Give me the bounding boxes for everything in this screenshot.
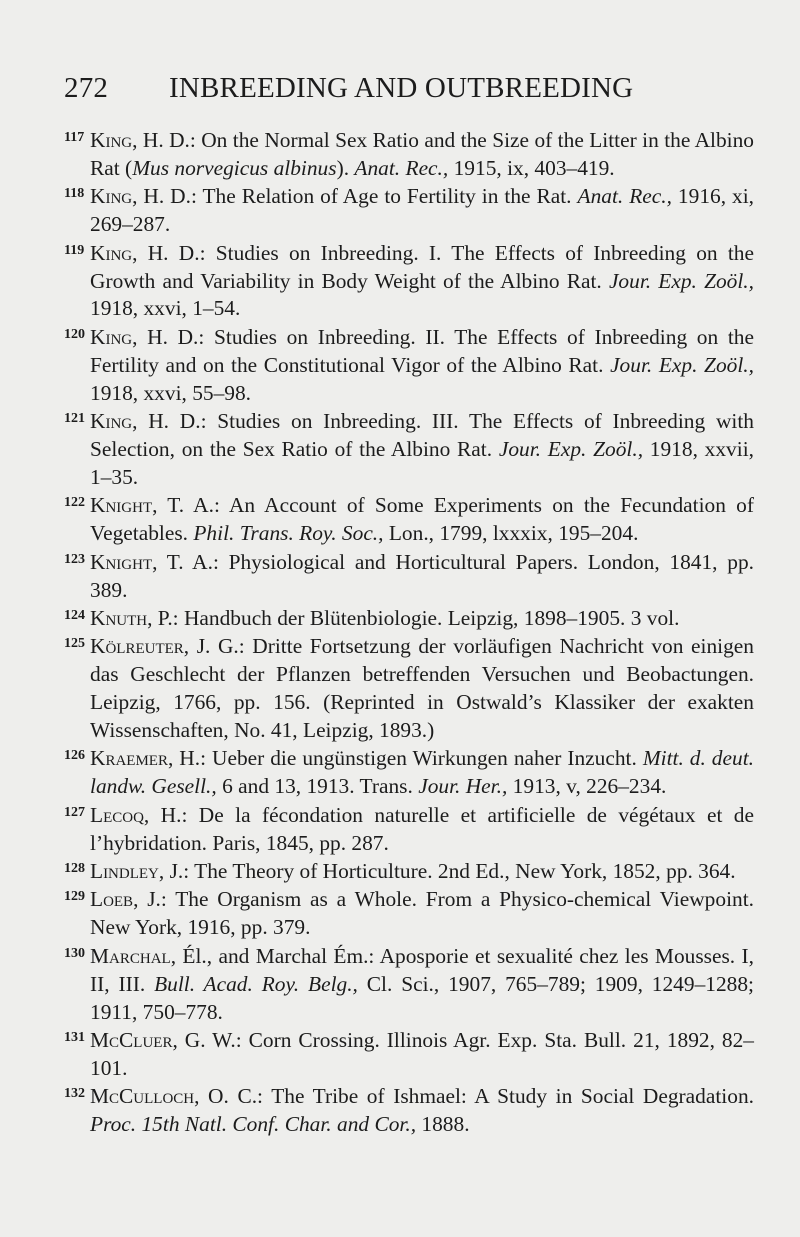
reference-text: , G. W.: Corn Crossing. Illinois Agr. Exp. Sta. Bull. 21, 1892, 82–101. — [90, 1028, 754, 1080]
reference-author: Loeb — [90, 887, 134, 912]
reference-text: , J. G.: Dritte Fortsetzung der vorläufigen Nachricht von einigen das Geschlecht der Pflanzen betreffenden Versuchen und Beobactungen. Leipzig, 1766, pp. 156. (Reprinted in Ostwald’s Klassiker der exakten Wissenschaften, No. 41, Leipzig, 1893.) — [90, 634, 754, 743]
reference-entry — [64, 183, 754, 239]
reference-author: Lindley — [90, 859, 159, 884]
reference-text: , H.: Ueber die ungünstigen Wirkungen naher Inzucht. — [167, 746, 643, 771]
reference-author: Knight — [90, 549, 153, 574]
reference-entry — [64, 408, 754, 492]
page-number: 272 — [64, 72, 109, 104]
reference-number: 122 — [64, 495, 85, 511]
reference-source: Mus norvegicus albinus — [132, 155, 337, 180]
reference-text: , Él., and Marchal Ém.: Aposporie et sexualité chez les Mousses. I, II, III. — [90, 943, 754, 996]
reference-text: , J.: The Theory of Horticulture. 2nd Ed., New York, 1852, pp. 364. — [158, 859, 736, 884]
reference-entry — [64, 127, 754, 183]
reference-author: Knight — [90, 493, 153, 518]
reference-text: , P.: Handbuch der Blütenbiologie. Leipzig, 1898–1905. 3 vol. — [147, 605, 680, 630]
reference-entry — [64, 1083, 754, 1139]
reference-text: , J.: The Organism as a Whole. From a Physico-chemical Viewpoint. New York, 1916, pp. 379. — [90, 887, 754, 940]
reference-number: 128 — [64, 861, 85, 877]
reference-source: Anat. Rec., — [577, 184, 672, 209]
reference-citation-details: Lon., 1799, lxxxix, 195–204. — [383, 521, 639, 546]
reference-source: Phil. Trans. Roy. Soc., — [193, 521, 384, 546]
reference-citation-details: 1918, xxvi, 1–54. — [90, 296, 241, 321]
reference-citation-details: Cl. Sci., 1907, 765–789; 1909, 1249–1288; 1911, 750–778. — [90, 971, 754, 1024]
reference-author: King — [90, 409, 133, 434]
reference-text-continued: 6 and 13, 1913. Trans. — [216, 774, 419, 799]
reference-text: , H. D.: On the Normal Sex Ratio and the Size of the Litter in the Albino Rat ( — [90, 128, 754, 180]
reference-source: Bull. Acad. Roy. Belg., — [154, 971, 358, 996]
reference-source: Jour. Exp. Zoöl., — [608, 268, 754, 293]
reference-number: 129 — [64, 889, 85, 905]
reference-entry — [64, 324, 754, 408]
reference-text: , H. D.: Studies on Inbreeding. II. The Effects of Inbreeding on the Fertility and on the Constitutional Vigor of the Albino Rat. — [90, 324, 754, 377]
page-header — [64, 72, 754, 105]
reference-entry — [64, 605, 754, 633]
reference-citation-details: 1913, v, 226–234. — [507, 774, 667, 799]
reference-number: 130 — [64, 945, 85, 961]
reference-number: 124 — [64, 607, 85, 623]
reference-citation-details: 1915, ix, 403–419. — [448, 155, 615, 180]
reference-author: King — [90, 324, 133, 349]
reference-source: Jour. Exp. Zoöl., — [498, 436, 644, 461]
reference-author: Marchal — [90, 943, 171, 968]
reference-entry — [64, 633, 754, 745]
reference-citation-details: 1888. — [416, 1112, 470, 1137]
reference-entry — [64, 858, 754, 886]
reference-number: 126 — [64, 748, 85, 764]
reference-entry — [64, 745, 754, 801]
reference-source-secondary: Jour. Her., — [418, 774, 508, 799]
reference-author: McCulloch — [90, 1084, 195, 1109]
reference-text: , H. D.: Studies on Inbreeding. III. The Effects of Inbreeding with Selection, on the Sex Ratio of the Albino Rat. — [90, 409, 754, 461]
reference-number: 121 — [64, 411, 85, 427]
reference-text: , H.: De la fécondation naturelle et artificielle de végétaux et de l’hybridation. Paris, 1845, pp. 287. — [90, 802, 754, 855]
reference-source: Proc. 15th Natl. Conf. Char. and Cor., — [90, 1112, 417, 1137]
reference-entry — [64, 886, 754, 942]
reference-entry — [64, 492, 754, 548]
reference-number: 118 — [64, 186, 85, 202]
reference-entry — [64, 943, 754, 1027]
reference-number: 125 — [64, 636, 85, 652]
reference-source-secondary: Anat. Rec., — [354, 155, 449, 180]
reference-entry — [64, 549, 754, 605]
reference-text-continued: ). — [336, 155, 355, 180]
reference-number: 119 — [64, 242, 85, 258]
reference-text: , H. D.: The Relation of Age to Fertility in the Rat. — [132, 184, 578, 209]
reference-author: King — [90, 184, 133, 209]
reference-citation-details: 1918, xxvi, 55–98. — [90, 380, 252, 405]
reference-entry — [64, 240, 754, 324]
reference-text: , O. C.: The Tribe of Ishmael: A Study in Social Degradation. — [194, 1084, 754, 1109]
reference-entry — [64, 1027, 754, 1083]
reference-author: King — [90, 128, 133, 152]
reference-citation-details: 1916, xi, 269–287. — [90, 184, 754, 237]
reference-source: Mitt. d. deut. landw. Gesell., — [90, 746, 754, 799]
reference-text: , T. A.: An Account of Some Experiments on the Fecundation of Vegetables. — [90, 493, 754, 546]
reference-text: , T. A.: Physiological and Horticultural Papers. London, 1841, pp. 389. — [90, 549, 754, 602]
running-title: INBREEDING AND OUTBREEDING — [169, 72, 634, 104]
reference-entry — [64, 802, 754, 858]
reference-author: McCluer — [90, 1028, 173, 1052]
reference-citation-details: 1918, xxvii, 1–35. — [90, 436, 754, 489]
reference-number: 117 — [64, 130, 85, 145]
reference-author: Lecoq — [90, 802, 144, 827]
reference-list — [64, 127, 754, 1140]
reference-number: 132 — [64, 1086, 85, 1102]
reference-author: Kölreuter — [90, 634, 184, 659]
reference-number: 120 — [64, 326, 85, 342]
reference-text: , H. D.: Studies on Inbreeding. I. The Effects of Inbreeding on the Growth and Variability in Body Weight of the Albino Rat. — [90, 240, 754, 293]
reference-source: Jour. Exp. Zoöl., — [610, 352, 754, 377]
reference-author: Kraemer — [90, 746, 168, 771]
reference-author: Knuth — [90, 605, 148, 630]
reference-number: 123 — [64, 551, 85, 567]
reference-number: 131 — [64, 1030, 85, 1045]
reference-number: 127 — [64, 804, 85, 820]
reference-author: King — [90, 240, 133, 265]
